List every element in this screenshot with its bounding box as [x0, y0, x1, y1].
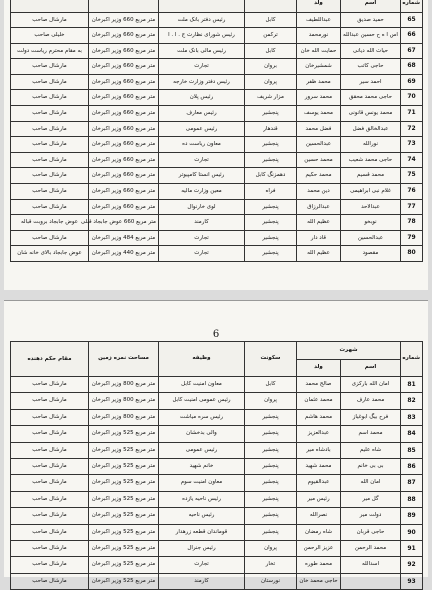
cell-job: خانم شهید [159, 459, 245, 475]
cell-name: اس ا ه ح حسین عبدالله [341, 28, 401, 44]
table-row [11, 43, 423, 59]
cell-resp: مارشال صاحب [11, 230, 89, 246]
table-row [11, 90, 423, 106]
cell-land: متر مربع 660 وزیر اکبرخان [89, 43, 159, 59]
cell-resp: مارشال صاحب [11, 377, 89, 393]
cell-father: نصرالله [297, 508, 341, 524]
table-body [11, 12, 423, 262]
cell-resp: مارشال صاحب [11, 12, 89, 28]
header-name: اسم [341, 359, 401, 377]
cell-loc: پنجشیر [245, 106, 297, 122]
cell-job: تجارت [159, 246, 245, 262]
cell-land: متر مربع 525 وزیر اکبرخان [89, 426, 159, 442]
land-allocation-table-top [10, 0, 423, 262]
cell-name: دولت میر [341, 508, 401, 524]
table-header [11, 342, 423, 360]
table-row [11, 409, 423, 425]
cell-loc: نورستان [245, 573, 297, 589]
table-row [11, 524, 423, 540]
cell-job: رئیس جنرال [159, 541, 245, 557]
cell-loc: پنجشیر [245, 152, 297, 168]
cell-n: 88 [401, 491, 423, 507]
cell-father: نورمحمد [297, 28, 341, 44]
cell-job: رئیس دفتر وزارت خارجه [159, 74, 245, 90]
header-land: مساحت نمره زمین [89, 342, 159, 377]
table-row [11, 137, 423, 153]
cell-name: بی بی خانم [341, 459, 401, 475]
cell-loc: دهمزنگ کابل [245, 168, 297, 184]
cell-name: نوبخو [341, 215, 401, 231]
cell-loc: قندهار [245, 121, 297, 137]
cell-father: دین محمد [297, 184, 341, 200]
cell-resp: مارشال صاحب [11, 168, 89, 184]
cell-resp: مارشال صاحب [11, 409, 89, 425]
table-row [11, 491, 423, 507]
cell-job: کارمند [159, 573, 245, 589]
header-serial: شماره [401, 0, 423, 12]
cell-job: قوماندان قطعه زرهدار [159, 524, 245, 540]
cell-land: متر مربع 525 وزیر اکبرخان [89, 573, 159, 589]
cell-n: 70 [401, 90, 423, 106]
cell-n: 87 [401, 475, 423, 491]
cell-job: معین وزارت مالیه [159, 184, 245, 200]
cell-n: 92 [401, 557, 423, 573]
cell-land: متر مربع 660 وزیر اکبرخان [89, 199, 159, 215]
cell-land: متر مربع 525 وزیر اکبرخان [89, 475, 159, 491]
cell-job: رئیس عمومی [159, 121, 245, 137]
cell-n: 72 [401, 121, 423, 137]
cell-land: متر مربع 800 وزیر اکبرخان [89, 409, 159, 425]
table-row [11, 184, 423, 200]
cell-loc: بروان [245, 59, 297, 75]
cell-loc: پنجشیر [245, 409, 297, 425]
cell-loc: پنجشیر [245, 246, 297, 262]
cell-n: 65 [401, 12, 423, 28]
table-row [11, 475, 423, 491]
cell-loc: پنجشیر [245, 508, 297, 524]
cell-loc: فراه [245, 184, 297, 200]
header-responsible: مقام حکم دهنده [11, 342, 89, 377]
header-residence: سکونت [245, 342, 297, 377]
table-row [11, 121, 423, 137]
cell-land: متر مربع 525 وزیر اکبرخان [89, 459, 159, 475]
header-father: ولد [297, 0, 341, 12]
cell-n: 80 [401, 246, 423, 262]
cell-name: احمد سیر [341, 74, 401, 90]
table-row [11, 246, 423, 262]
cell-resp: مارشال صاحب [11, 442, 89, 458]
table-row [11, 28, 423, 44]
table-body [11, 377, 423, 590]
cell-loc: پنجشیر [245, 459, 297, 475]
cell-name: حاجی کاتب [341, 59, 401, 75]
table-row [11, 557, 423, 573]
cell-resp: مارشال صاحب [11, 199, 89, 215]
cell-name: محمد اسم [341, 426, 401, 442]
table-row [11, 106, 423, 122]
cell-job: رئیس مالی بانک ملت [159, 43, 245, 59]
cell-father: عبدالقیوم [297, 475, 341, 491]
cell-job: تجارت [159, 230, 245, 246]
cell-n: 78 [401, 215, 423, 231]
cell-land: متر مربع 800 وزیر اکبرخان [89, 393, 159, 409]
cell-name: عبدالاحد [341, 199, 401, 215]
cell-land: متر مربع 660 وزیر اکبرخان [89, 28, 159, 44]
cell-n: 81 [401, 377, 423, 393]
cell-resp: مارشال صاحب [11, 184, 89, 200]
cell-name: فرح بیگ ابوغیاز [341, 409, 401, 425]
cell-name: عبدالحسین [341, 230, 401, 246]
cell-resp: مارشال صاحب [11, 475, 89, 491]
table-row [11, 74, 423, 90]
cell-land: متر مربع 484 وزیر اکبرخان [89, 230, 159, 246]
cell-land: متر مربع 660 وزیر اکبرخان [89, 121, 159, 137]
cell-father: محمد سرور [297, 90, 341, 106]
cell-job: کارمند [159, 215, 245, 231]
cell-n: 85 [401, 442, 423, 458]
table-header [11, 0, 423, 12]
cell-resp: مارشال صاحب [11, 106, 89, 122]
cell-job: معاون امنیت کابل [159, 377, 245, 393]
cell-father: شاه رمضان [297, 524, 341, 540]
cell-name: اسدالله [341, 557, 401, 573]
cell-name: حمید صدیق [341, 12, 401, 28]
cell-father: عبدالرزاق [297, 199, 341, 215]
cell-father: محمد شهید [297, 459, 341, 475]
cell-father: عظیم الله [297, 215, 341, 231]
cell-job: تجارت [159, 59, 245, 75]
table-row [11, 59, 423, 75]
table-row [11, 199, 423, 215]
cell-job: معاون ریاست ده [159, 137, 245, 153]
cell-father: قاد دار [297, 230, 341, 246]
cell-job: والی بدخشان [159, 426, 245, 442]
cell-land: متر مربع 660 وزیر اکبرخان [89, 74, 159, 90]
cell-land: متر مربع 660 عوض جابجاد قبلی [89, 215, 159, 231]
cell-n: 93 [401, 573, 423, 589]
document-page-top [4, 0, 428, 290]
cell-name: گل میر [341, 491, 401, 507]
cell-job: تجارت [159, 152, 245, 168]
cell-n: 84 [401, 426, 423, 442]
cell-father: محمد عثمان [297, 393, 341, 409]
cell-land: متر مربع 525 وزیر اکبرخان [89, 557, 159, 573]
header-serial: شماره [401, 342, 423, 377]
cell-n: 77 [401, 199, 423, 215]
cell-loc: پروان [245, 74, 297, 90]
cell-resp: عوض جابجاد بالای خانه شان [11, 246, 89, 262]
cell-loc: کابل [245, 12, 297, 28]
cell-job: رئیس دفتر بانک ملت [159, 12, 245, 28]
cell-resp: مارشال صاحب [11, 557, 89, 573]
cell-loc: ترکمن [245, 28, 297, 44]
cell-name: حاجی محمد محقق [341, 90, 401, 106]
cell-name: حاجی قربان [341, 524, 401, 540]
cell-land: متر مربع 525 وزیر اکبرخان [89, 508, 159, 524]
cell-job: تجارت [159, 557, 245, 573]
cell-resp: مارشال صاحب [11, 152, 89, 168]
table-row [11, 168, 423, 184]
table-row [11, 393, 423, 409]
table-row [11, 215, 423, 231]
table-row [11, 541, 423, 557]
cell-loc: پنجشیر [245, 215, 297, 231]
cell-job: رئیس سره میاشت [159, 409, 245, 425]
header-job: وظیفه [159, 342, 245, 377]
cell-job: رئیس ناحیه یازده [159, 491, 245, 507]
cell-loc: پنجشیر [245, 137, 297, 153]
table-row [11, 152, 423, 168]
cell-n: 68 [401, 59, 423, 75]
cell-land: متر مربع 525 وزیر اکبرخان [89, 491, 159, 507]
cell-name: مقصود [341, 246, 401, 262]
cell-job: رئیس ناحیه [159, 508, 245, 524]
cell-name: امان الله [341, 475, 401, 491]
cell-land: متر مربع 525 وزیر اکبرخان [89, 541, 159, 557]
cell-loc: کابل [245, 377, 297, 393]
cell-loc: تخار [245, 557, 297, 573]
cell-job: رئیس شورای نظارت ج . ا . ا [159, 28, 245, 44]
cell-father: فضل محمد [297, 121, 341, 137]
cell-loc: پروان [245, 393, 297, 409]
header-fame: شهرت [297, 342, 401, 360]
cell-father: رئیس میر [297, 491, 341, 507]
table-row [11, 508, 423, 524]
cell-resp: مارشال صاحب [11, 393, 89, 409]
cell-n: 75 [401, 168, 423, 184]
cell-loc: پنجشیر [245, 426, 297, 442]
document-page-bottom [4, 300, 428, 585]
table-row [11, 459, 423, 475]
cell-name: محمد قسیم [341, 168, 401, 184]
cell-land: متر مربع 660 وزیر اکبرخان [89, 59, 159, 75]
cell-n: 82 [401, 393, 423, 409]
cell-loc: پنجشیر [245, 199, 297, 215]
cell-father: حمایت الله خان [297, 43, 341, 59]
cell-father: محمد ظفر [297, 74, 341, 90]
cell-n: 83 [401, 409, 423, 425]
table-row [11, 442, 423, 458]
cell-name: غلام نبی ابراهیمی [341, 184, 401, 200]
cell-resp: مارشال صاحب [11, 426, 89, 442]
cell-land: متر مربع 660 وزیر اکبرخان [89, 152, 159, 168]
cell-father: عبدالعزیز [297, 426, 341, 442]
cell-n: 69 [401, 74, 423, 90]
cell-n: 91 [401, 541, 423, 557]
table-row [11, 573, 423, 589]
cell-loc: پنجشیر [245, 491, 297, 507]
cell-job: معاون امنیت سوم [159, 475, 245, 491]
table-row [11, 230, 423, 246]
cell-father: حاجی محمد خان [297, 573, 341, 589]
cell-job: رئیس معارف [159, 106, 245, 122]
cell-father: محمد هاشم [297, 409, 341, 425]
cell-loc: پنجشیر [245, 442, 297, 458]
cell-n: 90 [401, 524, 423, 540]
cell-resp: عوض جابجاد بروبت قباله [11, 215, 89, 231]
cell-name: محمد الرحمن [341, 541, 401, 557]
cell-n: 66 [401, 28, 423, 44]
cell-resp: مارشال صاحب [11, 59, 89, 75]
cell-n: 86 [401, 459, 423, 475]
cell-father: بادشاه میر [297, 442, 341, 458]
cell-father: محمد یوسف [297, 106, 341, 122]
cell-job: رئیس عمومی [159, 442, 245, 458]
cell-land: متر مربع 800 وزیر اکبرخان [89, 377, 159, 393]
cell-loc: پنجشیر [245, 475, 297, 491]
cell-name: محمد یونس قانونی [341, 106, 401, 122]
cell-resp: مارشال صاحب [11, 90, 89, 106]
cell-land: متر مربع 660 وزیر اکبرخان [89, 137, 159, 153]
cell-job: رئیس انستا کامپیوتر [159, 168, 245, 184]
land-allocation-table-bottom [10, 341, 423, 590]
cell-father: عظیم الله [297, 246, 341, 262]
cell-father: محمد طوره [297, 557, 341, 573]
cell-name: شاه علیم [341, 442, 401, 458]
header-name: اسم [341, 0, 401, 12]
cell-land: متر مربع 660 وزیر اکبرخان [89, 168, 159, 184]
cell-resp: مارشال صاحب [11, 573, 89, 589]
cell-land: متر مربع 660 وزیر اکبرخان [89, 184, 159, 200]
cell-loc: پنجشیر [245, 524, 297, 540]
cell-n: 67 [401, 43, 423, 59]
cell-n: 89 [401, 508, 423, 524]
cell-name: نورالله [341, 137, 401, 153]
cell-name: حاجی محمد شعیب [341, 152, 401, 168]
cell-father: عزیز الرحمن [297, 541, 341, 557]
cell-job: رئیس عمومی امنیت کابل [159, 393, 245, 409]
cell-resp: مارشال صاحب [11, 121, 89, 137]
cell-loc: پنجشیر [245, 230, 297, 246]
cell-land: متر مربع 660 وزیر اکبرخان [89, 12, 159, 28]
cell-father: شمشیرخان [297, 59, 341, 75]
cell-n: 71 [401, 106, 423, 122]
cell-resp: مارشال صاحب [11, 541, 89, 557]
cell-loc: کابل [245, 43, 297, 59]
cell-resp: مارشال صاحب [11, 524, 89, 540]
cell-n: 74 [401, 152, 423, 168]
cell-n: 76 [401, 184, 423, 200]
cell-loc: پروان [245, 541, 297, 557]
cell-name: عبدالخالق فضل [341, 121, 401, 137]
cell-resp: مارشال صاحب [11, 74, 89, 90]
cell-name [341, 573, 401, 589]
cell-land: متر مربع 660 وزیر اکبرخان [89, 90, 159, 106]
cell-n: 73 [401, 137, 423, 153]
cell-land: متر مربع 525 وزیر اکبرخان [89, 524, 159, 540]
cell-father: صالح محمد [297, 377, 341, 393]
cell-resp: مارشال صاحب [11, 459, 89, 475]
cell-land: متر مربع 525 وزیر اکبرخان [89, 442, 159, 458]
table-row [11, 377, 423, 393]
cell-resp: مارشال صاحب [11, 508, 89, 524]
cell-father: عبدالحسین [297, 137, 341, 153]
cell-name: حیات الله دیانی [341, 43, 401, 59]
cell-father: محمد حکیم [297, 168, 341, 184]
cell-job: رئیس پلان [159, 90, 245, 106]
cell-land: متر مربع 660 وزیر اکبرخان [89, 106, 159, 122]
table-row [11, 12, 423, 28]
cell-resp: به مقام محترم ریاست دولت [11, 43, 89, 59]
header-father: ولد [297, 359, 341, 377]
cell-resp: مارشال صاحب [11, 491, 89, 507]
cell-father: عبداللطیف [297, 12, 341, 28]
cell-loc: مزار شریف [245, 90, 297, 106]
cell-resp: مارشال صاحب [11, 137, 89, 153]
cell-job: لوی خارنوال [159, 199, 245, 215]
cell-name: محمد عارف [341, 393, 401, 409]
table-row [11, 426, 423, 442]
page-number: 6 [212, 329, 220, 340]
cell-father: محمد حسین [297, 152, 341, 168]
cell-land: متر مربع 440 وزیر اکبرخان [89, 246, 159, 262]
cell-n: 79 [401, 230, 423, 246]
cell-name: امان الله بارکزی [341, 377, 401, 393]
cell-resp: خلیلی صاحب [11, 28, 89, 44]
